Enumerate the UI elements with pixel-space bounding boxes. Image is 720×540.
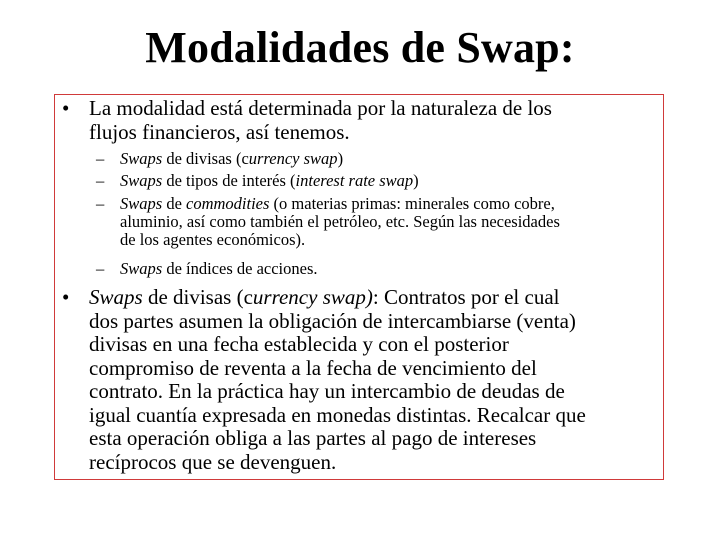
subitem-interest-rate-swap [96, 172, 419, 190]
bullet-currency-swap-line-2: dos partes asumen la obligación de intercambiarse (venta) [89, 308, 576, 333]
bullet-marker: • [62, 96, 70, 120]
bullet-currency-swap-line-8: recíprocos que se devenguen. [89, 449, 337, 474]
subitem-indices [96, 260, 318, 278]
subitem-commodities [96, 195, 560, 250]
dash-marker: – [96, 149, 105, 168]
subitem-currency-swap [96, 150, 343, 168]
bullet-marker: • [62, 285, 70, 309]
dash-marker: – [96, 259, 105, 278]
bullet-currency-swap [62, 286, 586, 474]
bullet-modalidad-line-1: La modalidad está determinada por la naturaleza de los [89, 96, 552, 120]
subitem-commodities-line-2: aluminio, así como también el petróleo, etc. Según las necesidades [120, 212, 560, 232]
bullet-currency-swap-line-4: compromiso de reventa a la fecha de vencimiento del [89, 355, 537, 380]
slide-title: Modalidades de Swap: [145, 23, 575, 72]
subitem-indices-text: Swaps de índices de acciones. [120, 259, 318, 278]
subitem-commodities-line-1: Swaps de commodities (o materias primas: minerales como cobre, [120, 194, 555, 213]
subitem-commodities-line-3: de los agentes económicos). [120, 230, 306, 250]
bullet-currency-swap-line-7: esta operación obliga a las partes al pago de intereses [89, 426, 537, 450]
dash-marker: – [96, 194, 105, 213]
bullet-modalidad [62, 97, 552, 144]
bullet-modalidad-line-2: flujos financieros, así tenemos. [89, 119, 350, 144]
bullet-currency-swap-line-6: igual cuantía expresada en monedas distintas. Recalcar que [89, 402, 586, 427]
dash-marker: – [96, 171, 105, 190]
subitem-currency-swap-text: Swaps de divisas (currency swap) [120, 149, 344, 168]
bullet-currency-swap-line-3: divisas en una fecha establecida y con el posterior [89, 332, 509, 356]
subitem-interest-rate-swap-text: Swaps de tipos de interés (interest rate swap) [120, 171, 419, 190]
bullet-currency-swap-line-5: contrato. En la práctica hay un intercambio de deudas de [89, 379, 565, 403]
bullet-currency-swap-line-1: Swaps de divisas (currency swap): Contratos por el cual [89, 285, 560, 309]
